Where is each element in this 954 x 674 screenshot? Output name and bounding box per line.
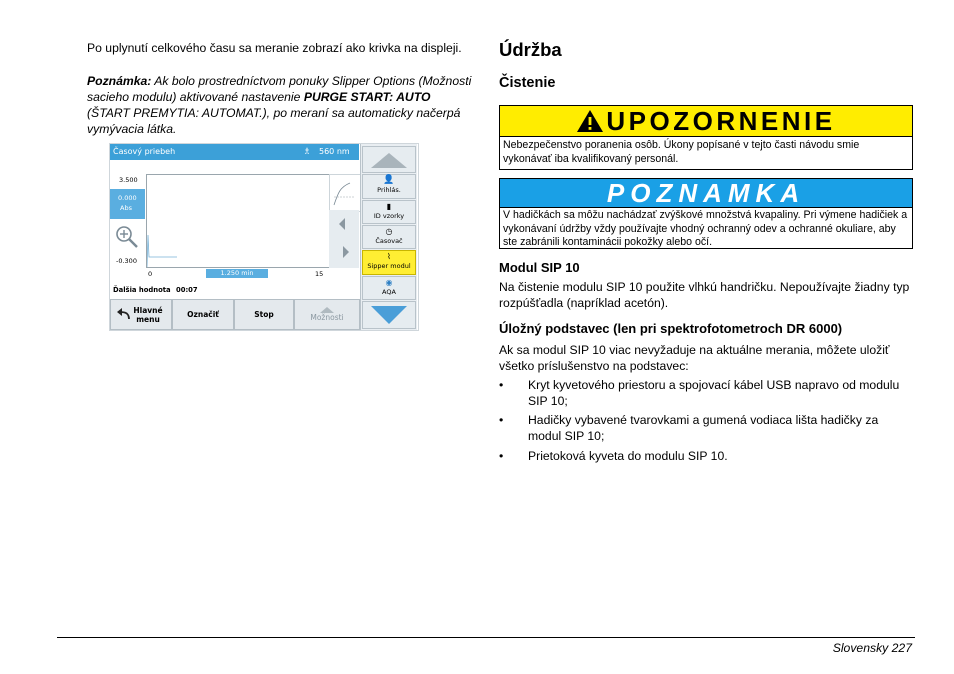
bullet-text: Prietoková kyveta do modulu SIP 10. (528, 449, 728, 463)
storage-heading: Úložný podstavec (len pri spektrofotometroch DR 6000) (499, 321, 843, 336)
y-bottom-label: -0.300 (116, 257, 137, 265)
side-sipper-label: Sipper modul (367, 262, 411, 270)
sipper-icon: ⌇ (387, 252, 391, 261)
scroll-left-button[interactable] (329, 210, 359, 238)
bullet-dot: • (499, 413, 504, 427)
screen-title-bar (110, 144, 359, 160)
plot-area (146, 174, 330, 268)
storage-paragraph: Ak sa modul SIP 10 viac nevyžaduje na aktuálne merania, môžete uložiť všetko príslušenstvo na podstavec: (499, 343, 890, 373)
thumbnail-curve[interactable] (329, 174, 361, 212)
warning-title: UPOZORNENIE (606, 105, 836, 136)
side-login-label: Prihlás. (377, 186, 401, 194)
side-login[interactable] (362, 174, 416, 199)
side-sample-id[interactable] (362, 200, 416, 224)
note-header (500, 179, 912, 208)
chevron-right-icon (329, 238, 359, 268)
intro-paragraph: Po uplynutí celkového času sa meranie zobrazí ako krivka na displeji. (87, 41, 462, 55)
back-arrow-icon (115, 307, 133, 323)
warning-text: Nebezpečenstvo poranenia osôb. Úkony popísané v tejto časti návodu smie vykonávať iba kvalifikovaný personál. (503, 139, 860, 165)
side-timer-label: Časovač (375, 237, 403, 245)
subsection-heading: Čistenie (499, 75, 556, 91)
note-setting: PURGE START: AUTO (303, 90, 431, 104)
warning-triangle-icon (576, 109, 604, 133)
side-sipper[interactable] (362, 250, 416, 275)
bullet-dot: • (499, 378, 504, 392)
side-aqa-label: AQA (382, 288, 396, 296)
main-menu-label: Hlavné menu (133, 305, 163, 324)
mark-button[interactable]: Označiť (172, 299, 234, 330)
zoom-icon[interactable] (114, 224, 140, 250)
note-label: Poznámka: (87, 74, 152, 88)
section-heading: Údržba (499, 39, 562, 60)
note-box (499, 178, 913, 249)
vial-icon: ▮ (386, 202, 392, 211)
sip-paragraph: Na čistenie modulu SIP 10 použite vlhkú handričku. Nepoužívajte žiadny typ rozpúšťadla (napríklad acetón). (499, 280, 910, 310)
side-timer[interactable] (362, 225, 416, 249)
options-button[interactable] (294, 299, 360, 330)
aqa-icon: ◉ (385, 278, 393, 287)
footer-rule (57, 637, 915, 638)
stop-button[interactable]: Stop (234, 299, 294, 330)
chevron-left-icon (329, 210, 359, 238)
warning-box (499, 105, 913, 170)
y-top-label: 3.500 (119, 176, 138, 184)
measurement-curve (147, 175, 329, 267)
scroll-down-button[interactable] (362, 301, 416, 329)
lamp-icon: ♗ (303, 147, 312, 157)
options-label: Možnosti (310, 313, 344, 322)
bullet-dot: • (499, 449, 504, 463)
y-mid-label: 0.000 (118, 194, 137, 202)
thumbnail-graph (330, 175, 360, 211)
arrow-up-icon (363, 147, 415, 172)
note-title: POZNAMKA (606, 177, 806, 208)
user-icon: 👤 (383, 175, 395, 185)
x-start-label: 0 (148, 270, 153, 278)
timer-icon: ◷ (385, 227, 393, 236)
side-sample-id-label: ID vzorky (373, 212, 405, 220)
next-value: 00:07 (176, 286, 198, 294)
wavelength: 560 nm (319, 147, 350, 156)
page-footer: Slovensky 227 (832, 641, 912, 655)
scroll-right-button[interactable] (329, 238, 359, 268)
main-menu-button[interactable] (110, 299, 172, 330)
x-mid-label: 1.250 min (206, 269, 268, 278)
bullet-text: Hadičky vybavené tvarovkami a gumená vodiaca lišta hadičky za modul SIP 10; (528, 413, 879, 443)
note-box-text: V hadičkách sa môžu nachádzať zvýškové množstvá kvapaliny. Pri výmene hadičiek a vykonávaní údržby vždy používajte vhodný ochranný odev a ochranné okuliare, aby ste zabránili kontaminácii pokožky alebo očí. (503, 209, 908, 248)
y-unit-label: Abs (120, 204, 132, 212)
screen-title: Časový priebeh (113, 147, 176, 156)
note-text-part-2: (ŠTART PREMYTIA: AUTOMAT.), po meraní sa automaticky načerpá vymývacia látka. (87, 106, 461, 136)
arrow-down-icon (363, 302, 415, 328)
note-paragraph (87, 73, 472, 137)
side-menu (360, 144, 417, 330)
warning-header (500, 106, 912, 137)
bullet-text: Kryt kyvetového priestoru a spojovací kábel USB napravo od modulu SIP 10; (528, 378, 900, 408)
note-text-part-1: Ak bolo prostredníctvom ponuky Slipper Options (Možnosti sacieho modulu) aktivované nastavenie (87, 74, 472, 104)
sip-heading: Modul SIP 10 (499, 260, 580, 275)
scroll-up-button[interactable] (362, 146, 416, 173)
x-end-label: 15 (315, 270, 324, 278)
device-screen (109, 143, 419, 331)
next-value-label: Ďalšia hodnota (113, 286, 171, 294)
side-aqa[interactable] (362, 276, 416, 300)
